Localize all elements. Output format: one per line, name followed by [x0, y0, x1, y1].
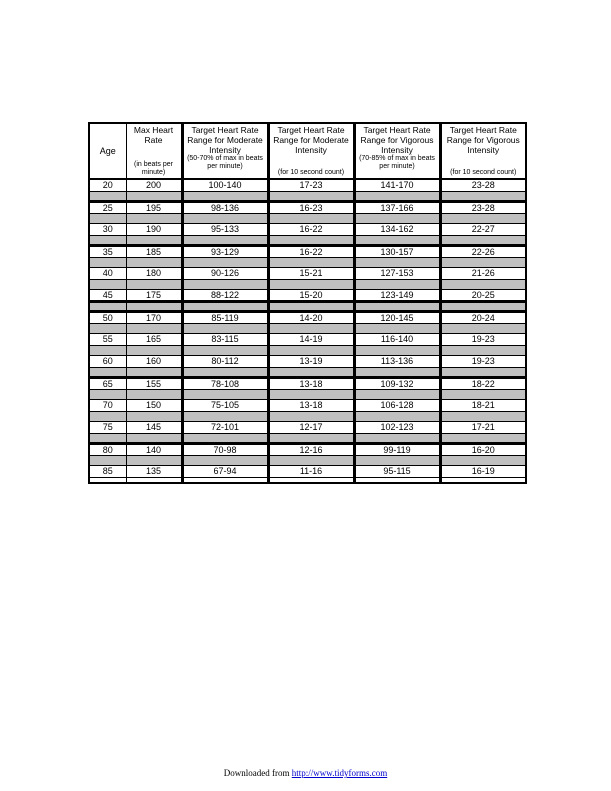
cell: 13-18 [268, 377, 354, 389]
header-moderate-10sec [268, 123, 354, 179]
cell: 90-126 [182, 267, 268, 279]
separator-cell [126, 213, 182, 223]
header-moderate-bpm [182, 123, 268, 179]
separator-cell [440, 257, 526, 267]
separator-cell [126, 389, 182, 399]
header-subtitle: (for 10 second count) [450, 169, 517, 176]
separator-cell [354, 323, 440, 333]
separator-cell [440, 213, 526, 223]
cell: 16-20 [440, 443, 526, 455]
separator-cell [268, 191, 354, 201]
cell: 85 [89, 465, 126, 477]
cell: 40 [89, 267, 126, 279]
cell: 113-136 [354, 355, 440, 367]
separator-row [89, 455, 526, 465]
separator-row [89, 323, 526, 333]
separator-row [89, 279, 526, 289]
cell: 127-153 [354, 267, 440, 279]
cell: 165 [126, 333, 182, 345]
table-row-age-80 [89, 443, 526, 455]
cell: 123-149 [354, 289, 440, 301]
cell: 195 [126, 201, 182, 213]
cell: 145 [126, 421, 182, 433]
end-cell [354, 477, 440, 483]
table-row-age-45 [89, 289, 526, 301]
separator-cell [354, 389, 440, 399]
cell: 18-21 [440, 399, 526, 411]
cell: 11-16 [268, 465, 354, 477]
table-row-age-85 [89, 465, 526, 477]
header-title: Target Heart Rate Range for Vigorous Intensity [360, 125, 434, 155]
cell: 102-123 [354, 421, 440, 433]
separator-row [89, 257, 526, 267]
table-row-age-25 [89, 201, 526, 213]
end-cell [268, 477, 354, 483]
separator-cell [89, 367, 126, 377]
separator-row [89, 345, 526, 355]
separator-cell [182, 235, 268, 245]
separator-cell [182, 367, 268, 377]
separator-cell [268, 279, 354, 289]
cell: 85-119 [182, 311, 268, 323]
cell: 98-136 [182, 201, 268, 213]
header-age [89, 123, 126, 179]
cell: 20-25 [440, 289, 526, 301]
cell: 15-21 [268, 267, 354, 279]
table-row-age-55 [89, 333, 526, 345]
separator-cell [354, 279, 440, 289]
separator-cell [268, 389, 354, 399]
separator-row [89, 301, 526, 311]
table-row-age-60 [89, 355, 526, 367]
separator-cell [268, 213, 354, 223]
cell: 170 [126, 311, 182, 323]
separator-cell [268, 455, 354, 465]
cell: 25 [89, 201, 126, 213]
separator-cell [182, 191, 268, 201]
separator-cell [89, 301, 126, 311]
footer-link[interactable]: http://www.tidyforms.com [291, 768, 388, 778]
separator-cell [354, 433, 440, 443]
cell: 137-166 [354, 201, 440, 213]
separator-cell [440, 455, 526, 465]
end-cell [182, 477, 268, 483]
cell: 99-119 [354, 443, 440, 455]
cell: 88-122 [182, 289, 268, 301]
cell: 20 [89, 179, 126, 191]
cell: 140 [126, 443, 182, 455]
separator-cell [354, 345, 440, 355]
separator-cell [268, 301, 354, 311]
separator-cell [354, 301, 440, 311]
separator-row [89, 367, 526, 377]
separator-cell [126, 301, 182, 311]
cell: 16-22 [268, 245, 354, 257]
separator-cell [89, 411, 126, 421]
separator-cell [89, 257, 126, 267]
end-cell [126, 477, 182, 483]
cell: 22-27 [440, 223, 526, 235]
separator-cell [440, 389, 526, 399]
header-title: Target Heart Rate Range for Moderate Intensity [187, 125, 263, 155]
cell: 134-162 [354, 223, 440, 235]
header-title: Max Heart Rate [133, 125, 174, 145]
footer-text: Downloaded from [223, 768, 292, 778]
cell: 50 [89, 311, 126, 323]
cell: 18-22 [440, 377, 526, 389]
end-cell [440, 477, 526, 483]
separator-cell [89, 389, 126, 399]
separator-cell [126, 257, 182, 267]
separator-cell [126, 411, 182, 421]
separator-cell [440, 301, 526, 311]
separator-cell [354, 257, 440, 267]
separator-cell [354, 213, 440, 223]
separator-cell [268, 367, 354, 377]
separator-cell [126, 323, 182, 333]
cell: 83-115 [182, 333, 268, 345]
header-vigorous-10sec [440, 123, 526, 179]
cell: 72-101 [182, 421, 268, 433]
cell: 175 [126, 289, 182, 301]
header-age-label: Age [99, 146, 116, 156]
cell: 95-115 [354, 465, 440, 477]
separator-cell [268, 323, 354, 333]
cell: 141-170 [354, 179, 440, 191]
separator-cell [440, 367, 526, 377]
cell: 80 [89, 443, 126, 455]
cell: 13-19 [268, 355, 354, 367]
cell: 75 [89, 421, 126, 433]
cell: 21-26 [440, 267, 526, 279]
separator-cell [354, 191, 440, 201]
separator-cell [354, 411, 440, 421]
cell: 15-20 [268, 289, 354, 301]
cell: 70-98 [182, 443, 268, 455]
separator-cell [182, 455, 268, 465]
cell: 13-18 [268, 399, 354, 411]
cell: 30 [89, 223, 126, 235]
cell: 155 [126, 377, 182, 389]
cell: 17-23 [268, 179, 354, 191]
header-max-heart-rate [126, 123, 182, 179]
header-subtitle: (for 10 second count) [277, 169, 345, 176]
separator-cell [126, 345, 182, 355]
cell: 150 [126, 399, 182, 411]
cell: 93-129 [182, 245, 268, 257]
footer [0, 768, 611, 779]
cell: 16-19 [440, 465, 526, 477]
cell: 116-140 [354, 333, 440, 345]
separator-cell [126, 433, 182, 443]
separator-cell [182, 389, 268, 399]
separator-cell [89, 323, 126, 333]
table-row-age-30 [89, 223, 526, 235]
separator-cell [89, 455, 126, 465]
separator-cell [182, 345, 268, 355]
table-row-age-70 [89, 399, 526, 411]
cell: 160 [126, 355, 182, 367]
separator-cell [440, 433, 526, 443]
separator-cell [126, 191, 182, 201]
separator-cell [440, 345, 526, 355]
cell: 23-28 [440, 179, 526, 191]
cell: 109-132 [354, 377, 440, 389]
separator-cell [89, 235, 126, 245]
separator-cell [182, 279, 268, 289]
separator-cell [268, 345, 354, 355]
heart-rate-table [88, 122, 527, 484]
cell: 23-28 [440, 201, 526, 213]
cell: 120-145 [354, 311, 440, 323]
cell: 35 [89, 245, 126, 257]
cell: 75-105 [182, 399, 268, 411]
separator-cell [182, 323, 268, 333]
cell: 106-128 [354, 399, 440, 411]
separator-cell [440, 323, 526, 333]
cell: 19-23 [440, 355, 526, 367]
cell: 67-94 [182, 465, 268, 477]
cell: 100-140 [182, 179, 268, 191]
header-subtitle: (50-70% of max in beats per minute) [187, 155, 263, 170]
separator-row [89, 213, 526, 223]
cell: 130-157 [354, 245, 440, 257]
cell: 200 [126, 179, 182, 191]
cell: 60 [89, 355, 126, 367]
separator-cell [89, 433, 126, 443]
table-row-age-75 [89, 421, 526, 433]
separator-cell [89, 279, 126, 289]
table-row-age-35 [89, 245, 526, 257]
cell: 80-112 [182, 355, 268, 367]
cell: 12-16 [268, 443, 354, 455]
separator-cell [354, 235, 440, 245]
separator-cell [268, 433, 354, 443]
separator-cell [126, 455, 182, 465]
separator-row [89, 433, 526, 443]
header-vigorous-bpm [354, 123, 440, 179]
separator-cell [268, 411, 354, 421]
header-title: Target Heart Rate Range for Vigorous Intensity [446, 125, 520, 155]
cell: 190 [126, 223, 182, 235]
header-title: Target Heart Rate Range for Moderate Intensity [273, 125, 349, 155]
cell: 19-23 [440, 333, 526, 345]
cell: 22-26 [440, 245, 526, 257]
table-row-age-20 [89, 179, 526, 191]
separator-cell [89, 213, 126, 223]
separator-cell [354, 367, 440, 377]
separator-cell [182, 301, 268, 311]
cell: 135 [126, 465, 182, 477]
separator-cell [440, 235, 526, 245]
separator-cell [126, 235, 182, 245]
cell: 180 [126, 267, 182, 279]
separator-row [89, 235, 526, 245]
separator-cell [440, 279, 526, 289]
cell: 20-24 [440, 311, 526, 323]
separator-cell [268, 257, 354, 267]
separator-cell [182, 257, 268, 267]
cell: 12-17 [268, 421, 354, 433]
cell: 45 [89, 289, 126, 301]
separator-cell [182, 213, 268, 223]
separator-cell [182, 411, 268, 421]
cell: 14-20 [268, 311, 354, 323]
cell: 65 [89, 377, 126, 389]
separator-cell [89, 345, 126, 355]
table-end-strip [89, 477, 526, 483]
cell: 14-19 [268, 333, 354, 345]
separator-cell [89, 191, 126, 201]
end-cell [89, 477, 126, 483]
table-row-age-50 [89, 311, 526, 323]
table-body [89, 179, 526, 483]
separator-row [89, 191, 526, 201]
separator-cell [126, 367, 182, 377]
separator-cell [126, 279, 182, 289]
separator-row [89, 389, 526, 399]
cell: 95-133 [182, 223, 268, 235]
separator-cell [268, 235, 354, 245]
separator-row [89, 411, 526, 421]
separator-cell [182, 433, 268, 443]
cell: 17-21 [440, 421, 526, 433]
separator-cell [440, 411, 526, 421]
cell: 16-23 [268, 201, 354, 213]
separator-cell [440, 191, 526, 201]
header-row [89, 123, 526, 179]
separator-cell [354, 455, 440, 465]
cell: 70 [89, 399, 126, 411]
cell: 185 [126, 245, 182, 257]
table-row-age-40 [89, 267, 526, 279]
cell: 16-22 [268, 223, 354, 235]
cell: 55 [89, 333, 126, 345]
header-subtitle: (in beats per minute) [134, 161, 173, 176]
header-subtitle: (70-85% of max in beats per minute) [359, 155, 435, 170]
cell: 78-108 [182, 377, 268, 389]
table-row-age-65 [89, 377, 526, 389]
